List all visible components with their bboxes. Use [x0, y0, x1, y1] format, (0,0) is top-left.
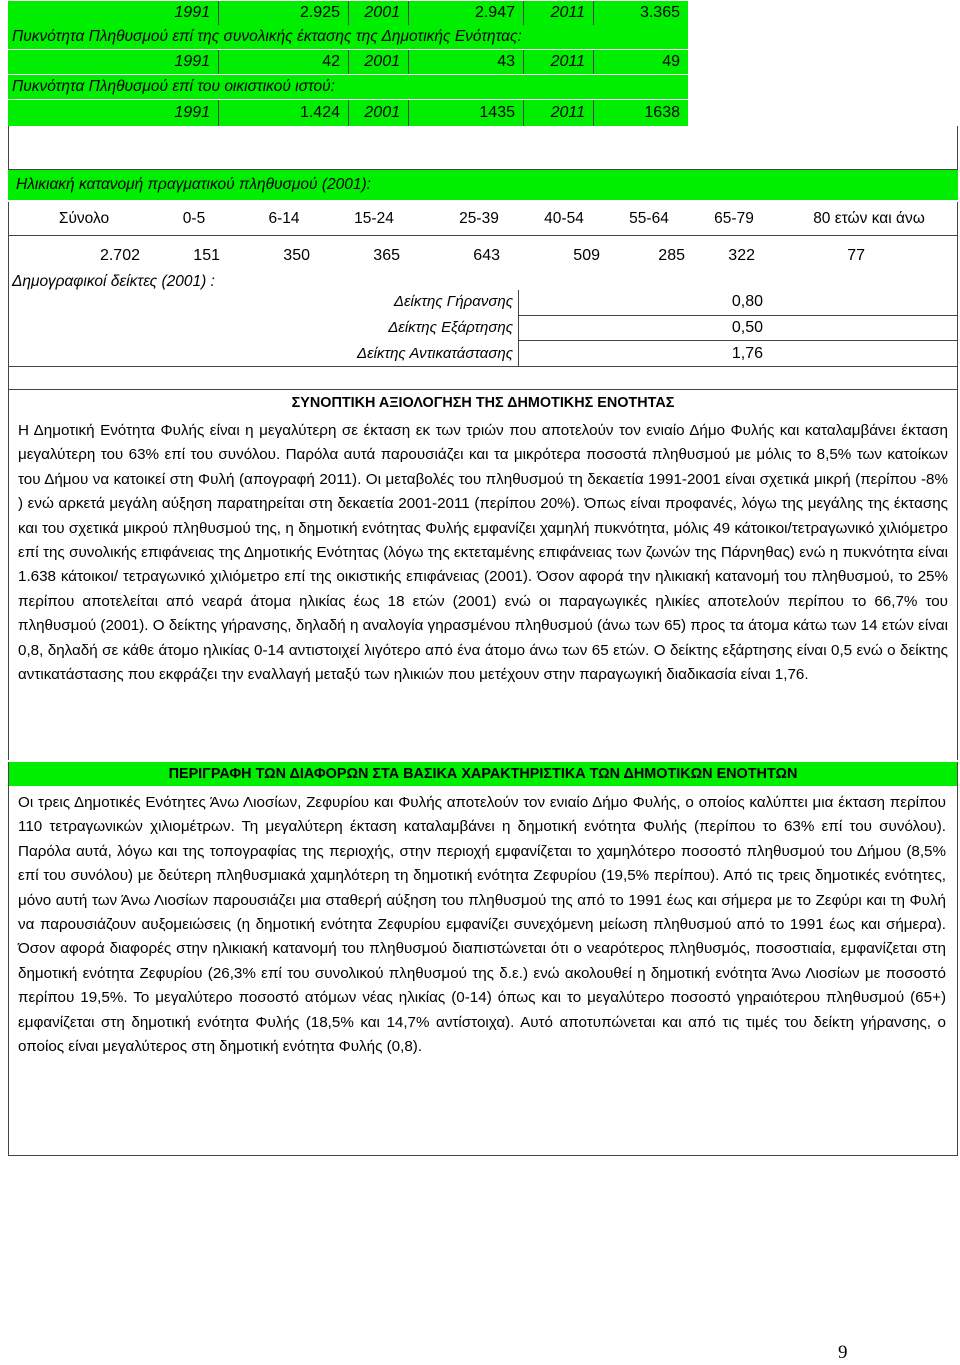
area-value-2001: 2.947: [408, 1, 523, 25]
area-value-1991: 2.925: [218, 1, 348, 25]
age-value-40-54: 509: [573, 247, 600, 264]
density-total-row: [8, 50, 688, 74]
density-urban-value-2001: 1435: [408, 100, 523, 126]
indicator-value-dependency: 0,50: [731, 319, 763, 336]
age-value-total: 2.702: [99, 247, 140, 264]
indicators-frame: [8, 236, 958, 366]
age-value-25-39: 643: [473, 247, 500, 264]
indicator-label-aging: Δείκτης Γήρανσης: [393, 293, 513, 310]
indicator-value-replacement: 1,76: [731, 345, 763, 362]
density-urban-year-2011: 2011: [523, 100, 593, 126]
indicator-label-replacement: Δείκτης Αντικατάστασης: [357, 345, 513, 362]
area-value-2011: 3.365: [593, 1, 688, 25]
gap-row: [8, 366, 958, 390]
indicator-value-aging: 0,80: [731, 293, 763, 310]
density-urban-year-2001: 2001: [348, 100, 408, 126]
indicators-title: Δημογραφικοί δείκτες (2001) :: [12, 273, 215, 290]
age-header-40-54: 40-54: [544, 209, 584, 227]
density-urban-title: Πυκνότητα Πληθυσμού επί του οικιστικού ιστού:: [8, 75, 688, 99]
page-number: 9: [838, 1342, 848, 1363]
density-total-year-2011: 2011: [523, 50, 593, 74]
differences-heading: ΠΕΡΙΓΡΑΦΗ ΤΩΝ ΔΙΑΦΟΡΩΝ ΣΤΑ ΒΑΣΙΚΑ ΧΑΡΑΚΤΗΡΙΣΤΙΚΑ ΤΩΝ ΔΗΜΟΤΙΚΩΝ ΕΝΟΤΗΤΩΝ: [8, 762, 958, 786]
age-header-80-plus: 80 ετών και άνω: [813, 209, 925, 227]
age-header-25-39: 25-39: [459, 209, 499, 227]
age-header-15-24: 15-24: [354, 209, 394, 227]
summary-frame: [8, 390, 958, 760]
density-total-value-1991: 42: [218, 50, 348, 74]
area-year-1991: 1991: [174, 4, 210, 21]
density-total-year-2001: 2001: [348, 50, 408, 74]
age-value-15-24: 365: [373, 247, 400, 264]
summary-heading: ΣΥΝΟΠΤΙΚΗ ΑΞΙΟΛΟΓΗΣΗ ΤΗΣ ΔΗΜΟΤΙΚΗΣ ΕΝΟΤΗΤΑΣ: [291, 395, 675, 411]
density-urban-row: [8, 100, 688, 126]
spacer-box: [8, 126, 958, 170]
area-row: [8, 1, 688, 25]
density-total-title: Πυκνότητα Πληθυσμού επί της συνολικής έκτασης της Δημοτικής Ενότητας:: [8, 25, 688, 49]
age-header-55-64: 55-64: [629, 209, 669, 227]
age-value-80-plus: 77: [847, 247, 865, 264]
age-value-55-64: 285: [658, 247, 685, 264]
age-dist-title: Ηλικιακή κατανομή πραγματικού πληθυσμού (2001):: [8, 170, 958, 200]
summary-text: Η Δημοτική Ενότητα Φυλής είναι η μεγαλύτερη σε έκταση εκ των τριών που αποτελούν τον ενιαίο Δήμο Φυλής και καταλαμβάνει έκταση μεγαλύτερη του 63% επί του συνόλου. Παρόλα αυτά παρουσιάζει και τα μικρότερα ποσοστά πληθυσμού με μόλις το 8,5% των κατοίκων του Δήμου να κατοικεί στη Φυλή (απογραφή 2011). Οι μεταβολές του πληθυσμού τη δεκαετία 1991-2001 είναι σχετικά μικρή (περίπου -8% ) ενώ αρκετά μεγάλη αύξηση παρατηρείται στη δεκαετία 2001-2011 (περίπου 20%). Όπως είναι προφανές, λόγω της μεγάλης της έκτασης και του σχετικά μικρού πληθυσμού της, η δημοτική ενότητας Φυλής εμφανίζει χαμηλή πυκνότητα, μόλις 49 κάτοικοι/τετραγωνικό χιλιόμετρο επί της συνολικής επιφάνειας της Δημοτικής Ενότητας (λόγω της εκτεταμένης επιφάνειας των ζωνών της Πάρνηθας) ενώ η πυκνότητα είναι 1.638 κάτοικοι/ τετραγωνικό χιλιόμετρο επί της οικιστικής επιφάνειας (2001). Όσον αφορά την ηλικιακή κατανομή του πληθυσμού, το 25% περίπου αποτελείται από νεαρά άτομα ηλικίας έως 18 ετών (2001) ενώ οι παραγωγικές ηλικίες αποτελούν περίπου το 66,7% του πληθυσμού (2001). Ο δείκτης γήρανσης, δηλαδή η αναλογία γηρασμένου πληθυσμού (άνω των 65) προς τα άτομα κάτω των 14 ετών είναι 0,8, δηλαδή σε κάθε άτομο ηλικίας 0-14 αντιστοιχεί λιγότερο από ένα άτομο άνω των 65 ετών. Ο δείκτης εξάρτησης είναι 0,5 ενώ ο δείκτης αντικατάστασης που εκφράζει την εναλλαγή μεταξύ των ηλικιών που μετέχουν στην παραγωγική διαδικασία είναι 1,76.: [18, 422, 948, 684]
age-header-6-14: 6-14: [268, 209, 300, 227]
density-total-year-1991: 1991: [174, 53, 210, 70]
age-value-0-5: 151: [193, 247, 220, 264]
density-urban-value-1991: 1.424: [218, 100, 348, 126]
indicator-label-dependency: Δείκτης Εξάρτησης: [388, 319, 513, 336]
differences-text: Οι τρεις Δημοτικές Ενότητες Άνω Λιοσίων, Ζεφυρίου και Φυλής αποτελούν τον ενιαίο Δήμο Φυλής, ο οποίος καλύπτει μια έκταση περίπου 110 τετραγωνικών χιλιομέτρων. Τη μεγαλύτερη έκταση καταλαμβάνει η δημοτική ενότητα Φυλής (περίπου το 63% επί του συνόλου). Παρόλα αυτά, λόγω και της τοπογραφίας της περιοχής, στην περιοχή εμφανίζεται το χαμηλότερο ποσοστό πληθυσμού του Δήμου (8,5% επί του συνόλου) με δεύτερη πληθυσμιακά χαμηλότερη τη δημοτική ενότητα Ζεφυρίου (19,5% περίπου). Από τις τρεις δημοτικές ενότητες, μόνο αυτή των Άνω Λιοσίων παρουσιάζει μια σταθερή αύξηση του πληθυσμού της από το 1991 έως και σήμερα με το Ζεφύρι και τη Φυλή να παρουσιάζουν αυξομειώσεις (η δημοτική ενότητα Ζεφυρίου εμφανίζει συνεχόμενη μείωση πληθυσμού από το 1991 έως και σήμερα). Όσον αφορά διαφορές στην ηλικιακή κατανομή του πληθυσμού διαπιστώνεται ότι ο νεαρότερος πληθυσμός, ποσοστιαία, εμφανίζεται στη δημοτική ενότητα Ζεφυρίου (26,3% επί του συνολικού πληθυσμού της δ.ε.) ενώ ακολουθεί η δημοτική ενότητα Άνω Λιοσίων με ποσοστό περίπου 19,5%. Το μεγαλύτερο ποσοστό ατόμων νέας ηλικίας (0-14) όπως και το μεγαλύτερο ποσοστό γηραιότερου πληθυσμού (65+) εμφανίζεται στη δημοτική ενότητα Φυλής (18,5% και 14,7% αντίστοιχα). Αυτό αποτυπώνεται και από τις τιμές του δείκτη γήρανσης, ο οποίος είναι μεγαλύτερος στη δημοτική ενότητα Φυλής (0,8).: [18, 794, 946, 1056]
age-header-65-79: 65-79: [714, 209, 754, 227]
age-header-row: [8, 202, 958, 236]
age-header-total: Σύνολο: [58, 209, 110, 227]
density-total-value-2001: 43: [408, 50, 523, 74]
density-total-value-2011: 49: [593, 50, 688, 74]
age-value-65-79: 322: [728, 247, 755, 264]
area-year-2001: 2001: [348, 1, 408, 25]
differences-frame: [8, 786, 958, 1156]
density-urban-year-1991: 1991: [174, 104, 210, 121]
density-urban-value-2011: 1638: [593, 100, 688, 126]
area-year-2011: 2011: [523, 1, 593, 25]
age-value-6-14: 350: [283, 247, 310, 264]
age-header-0-5: 0-5: [182, 209, 206, 227]
